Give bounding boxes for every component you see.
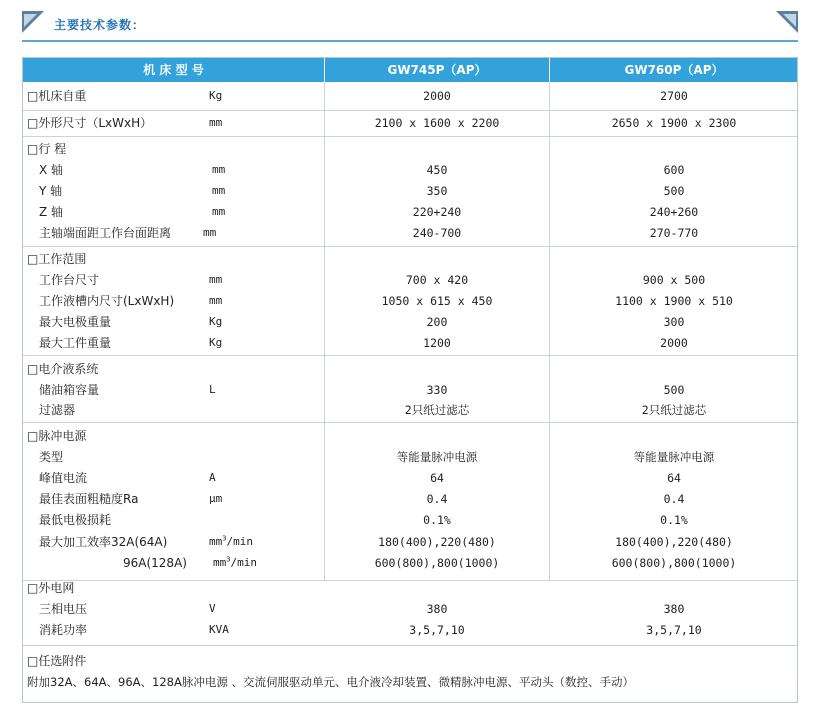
value-gw745p: 1200 <box>423 336 451 350</box>
value-gw760p: 180(400),220(480) <box>615 535 733 549</box>
header-divider-2 <box>549 58 550 82</box>
group-label: □ 任选附件 <box>27 651 86 671</box>
value-gw745p: 240-700 <box>412 226 462 240</box>
row-divider <box>23 110 797 111</box>
row-unit <box>209 532 253 552</box>
header-divider-1 <box>324 58 325 82</box>
value-gw760p: 0.4 <box>663 492 685 506</box>
row-unit: mm <box>209 294 223 307</box>
row-label: 工作液槽内尺寸(LxWxH) <box>39 294 175 308</box>
value-gw745p: 等能量脉冲电源 <box>396 450 478 464</box>
value-gw745p: 0.1% <box>423 513 451 527</box>
group-label: □ 行 程 <box>27 139 66 159</box>
value-gw745p: 380 <box>426 602 448 616</box>
row-label: X 轴 <box>39 163 64 177</box>
spec-table <box>22 57 798 703</box>
row-unit: L <box>209 383 216 396</box>
row-label: 消耗功率 <box>39 623 88 637</box>
row-unit: Kg <box>209 315 223 328</box>
row-unit: Kg <box>209 89 223 102</box>
value-gw760p: 2000 <box>660 336 688 350</box>
row-label: □ 机床自重 <box>27 86 86 106</box>
corner-triangle-right-icon <box>776 11 798 33</box>
value-gw760p: 1100 x 1900 x 510 <box>615 294 733 308</box>
row-divider <box>23 580 797 581</box>
value-gw745p: 350 <box>426 184 448 198</box>
row-label: 储油箱容量 <box>39 383 100 397</box>
value-gw745p: 2只纸过滤芯 <box>404 403 470 417</box>
row-divider <box>23 136 797 137</box>
value-gw760p: 64 <box>667 471 681 485</box>
row-unit: V <box>209 602 216 615</box>
row-unit: mm <box>209 273 223 286</box>
row-label: 最大加工效率32A(64A) <box>39 535 168 549</box>
group-label: □ 外电网 <box>27 578 74 598</box>
value-gw760p: 2只纸过滤芯 <box>641 403 707 417</box>
value-gw745p: 2100 x 1600 x 2200 <box>374 116 500 130</box>
row-unit <box>213 553 257 573</box>
row-label: 主轴端面距工作台面距离 <box>39 226 172 240</box>
value-gw745p: 3,5,7,10 <box>409 623 465 637</box>
row-label: 最大工件重量 <box>39 336 112 350</box>
row-unit: mm <box>203 226 217 239</box>
row-label: 峰值电流 <box>39 471 88 485</box>
value-gw760p: 3,5,7,10 <box>646 623 702 637</box>
row-label: 类型 <box>39 450 64 464</box>
row-divider <box>23 246 797 247</box>
row-label: Z 轴 <box>39 205 64 219</box>
row-unit: μm <box>209 492 223 505</box>
corner-triangle-left-icon <box>22 11 44 33</box>
row-label: □ 外形尺寸（LxWxH） <box>27 113 152 133</box>
value-gw745p: 700 x 420 <box>405 273 469 287</box>
value-gw745p: 0.4 <box>426 492 448 506</box>
value-gw745p: 1050 x 615 x 450 <box>381 294 493 308</box>
header-divider <box>22 40 798 42</box>
row-label: Y 轴 <box>39 184 63 198</box>
row-label: 过滤器 <box>39 403 76 417</box>
group-label: □ 工作范围 <box>27 249 86 269</box>
header-model-gw760p: GW760P（AP） <box>624 63 724 77</box>
value-gw760p: 2700 <box>660 89 688 103</box>
value-gw760p: 500 <box>663 184 685 198</box>
value-gw760p: 0.1% <box>660 513 688 527</box>
value-gw760p: 2650 x 1900 x 2300 <box>611 116 737 130</box>
value-gw745p: 330 <box>426 383 448 397</box>
options-text: 附加32A、64A、96A、128A脉冲电源 、交流伺服驱动单元、电介液冷却装置、微精脉冲电源、平动头（数控、手动） <box>27 675 634 689</box>
unit-superscript: 3 <box>226 555 231 564</box>
table-header <box>23 58 797 82</box>
section-header <box>22 8 798 38</box>
unit-superscript: 3 <box>222 534 227 543</box>
value-gw760p: 600 <box>663 163 685 177</box>
row-label: 96A(128A) <box>123 556 187 570</box>
row-divider <box>23 355 797 356</box>
unit-text: /min <box>226 535 253 548</box>
row-unit: Kg <box>209 336 223 349</box>
unit-text: mm <box>209 535 223 548</box>
value-gw760p: 600(800),800(1000) <box>611 556 737 570</box>
value-gw760p: 500 <box>663 383 685 397</box>
value-gw745p: 64 <box>430 471 444 485</box>
row-label: 最大电极重量 <box>39 315 112 329</box>
row-label: 三相电压 <box>39 602 88 616</box>
value-gw745p: 180(400),220(480) <box>378 535 496 549</box>
row-label: 最佳表面粗糙度Ra <box>39 492 139 506</box>
value-gw760p: 300 <box>663 315 685 329</box>
value-gw745p: 600(800),800(1000) <box>374 556 500 570</box>
value-gw745p: 2000 <box>423 89 451 103</box>
unit-text: mm <box>213 556 227 569</box>
value-gw760p: 380 <box>663 602 685 616</box>
row-divider <box>23 645 797 646</box>
row-label: 最低电极损耗 <box>39 513 112 527</box>
value-gw745p: 450 <box>426 163 448 177</box>
row-unit: mm <box>212 205 226 218</box>
unit-text: /min <box>230 556 257 569</box>
group-label: □ 电介液系统 <box>27 359 98 379</box>
row-unit: mm <box>212 163 226 176</box>
section-title: 主要技术参数： <box>54 18 146 32</box>
row-unit: KVA <box>209 623 229 636</box>
value-gw760p: 等能量脉冲电源 <box>633 450 715 464</box>
value-gw745p: 200 <box>426 315 448 329</box>
row-label: 工作台尺寸 <box>39 273 100 287</box>
value-gw760p: 270-770 <box>649 226 699 240</box>
row-unit: mm <box>209 116 223 129</box>
row-divider <box>23 422 797 423</box>
value-gw760p: 240+260 <box>649 205 699 219</box>
row-unit: mm <box>212 184 226 197</box>
header-machine-model: 机 床 型 号 <box>143 63 204 77</box>
value-gw745p: 220+240 <box>412 205 462 219</box>
group-label: □ 脉冲电源 <box>27 426 86 446</box>
value-gw760p: 900 x 500 <box>642 273 706 287</box>
row-unit: A <box>209 471 216 484</box>
header-model-gw745p: GW745P（AP） <box>387 63 487 77</box>
